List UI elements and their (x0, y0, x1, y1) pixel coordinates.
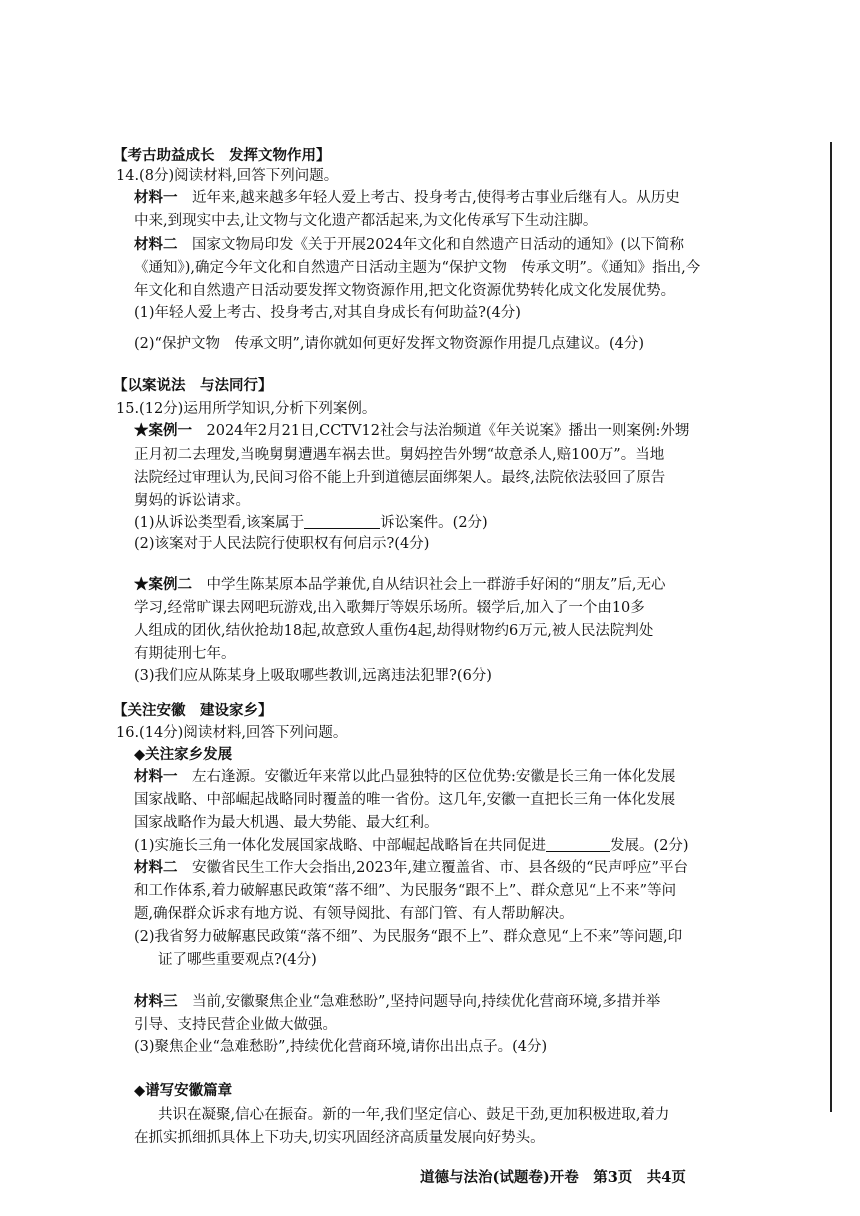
q16-material-1-line-2: 国家战略、中部崛起战略同时覆盖的唯一省份。这几年,安徽一直把长三角一体化发展 (134, 792, 676, 808)
case-label: ★案例一 (134, 422, 192, 439)
q14-material-2-line-3: 年文化和自然遗产日活动要发挥文物资源作用,把文化资源优势转化成文化发展优势。 (134, 283, 676, 299)
q15-case-2-line-1 (134, 575, 666, 595)
case-label: ★案例二 (134, 576, 192, 593)
q15-case-1-line-2: 正月初二去理发,当晚舅舅遭遇车祸去世。舅妈控告外甥“故意杀人,赔100万”。当地 (134, 447, 665, 463)
q16-material-2-line-3: 题,确保群众诉求有地方说、有领导阅批、有部门管、有人帮助解决。 (134, 906, 574, 922)
q14-material-1-line-1 (134, 188, 680, 208)
q15-question-2: (2)该案对于人民法院行使职权有何启示?(4分) (134, 536, 430, 552)
q16-material-2-line-1 (134, 858, 688, 878)
material-label: 材料一 (134, 768, 178, 785)
question-text: 发展。(2分) (610, 838, 689, 854)
q16-material-2-line-2: 和工作体系,着力破解惠民政策“落不细”、为民服务“跟不上”、群众意见“上不来”等问 (134, 883, 677, 899)
material-text: 当前,安徽聚焦企业“急难愁盼”,坚持问题导向,持续优化营商环境,多措并举 (177, 994, 661, 1010)
question-text: (1)从诉讼类型看,该案属于 (134, 515, 305, 531)
answer-blank[interactable] (546, 837, 610, 852)
answer-blank[interactable] (304, 514, 380, 529)
material-text: 近年来,越来越多年轻人爱上考古、投身考古,使得考古事业后继有人。从历史 (177, 190, 680, 206)
q16-material-3-line-1 (134, 992, 660, 1012)
q15-case-1-line-4: 舅妈的诉讼请求。 (134, 493, 250, 509)
q16-question-1 (134, 836, 689, 856)
q15-question-3: (3)我们应从陈某身上吸取哪些教训,远离违法犯罪?(6分) (134, 668, 492, 684)
q16-question-2-line-1: (2)我省努力破解惠民政策“落不细”、为民服务“跟不上”、群众意见“上不来”等问题,印 (134, 929, 683, 945)
material-text: 左右逢源。安徽近年来常以此凸显独特的区位优势:安徽是长三角一体化发展 (177, 769, 676, 785)
page-footer: 道德与法治(试题卷)开卷 第3页 共4页 (420, 1169, 686, 1186)
q15-question-1 (134, 513, 488, 533)
q14-material-2-line-2: 《通知》),确定今年文化和自然遗产日活动主题为“保护文物 传承文明”。《通知》指出,今 (134, 260, 701, 276)
material-label: 材料三 (134, 993, 178, 1010)
q14-question-2: (2)“保护文物 传承文明”,请你就如何更好发挥文物资源作用提几点建议。(4分) (134, 336, 645, 352)
right-margin-rule (830, 142, 832, 1112)
q14-material-1-line-2: 中来,到现实中去,让文物与文化遗产都活起来,为文化传承写下生动注脚。 (134, 213, 598, 229)
q16-closing-line-2: 在抓实抓细抓具体上下功夫,切实巩固经济高质量发展向好势头。 (134, 1130, 545, 1146)
case-text: 2024年2月21日,CCTV12社会与法治频道《年关说案》播出一则案例:外甥 (192, 423, 690, 439)
section-title-anhui: 【关注安徽 建设家乡】 (113, 702, 273, 719)
material-text: 国家文物局印发《关于开展2024年文化和自然遗产日活动的通知》(以下简称 (177, 237, 685, 253)
question-text: 诉讼案件。(2分) (380, 515, 488, 531)
q15-case-2-line-3: 人组成的团伙,结伙抢劫18起,故意致人重伤4起,劫得财物约6万元,被人民法院判处 (134, 623, 654, 639)
q16-subheading-chapter: ◆谱写安徽篇章 (134, 1082, 233, 1099)
q16-subheading-hometown: ◆关注家乡发展 (134, 746, 233, 763)
q16-material-1-line-1 (134, 767, 675, 787)
q16-material-3-line-2: 引导、支持民营企业做大做强。 (134, 1017, 337, 1033)
q16-stem: 16.(14分)阅读材料,回答下列问题。 (116, 725, 348, 741)
q15-stem: 15.(12分)运用所学知识,分析下列案例。 (116, 401, 377, 417)
section-title-archaeology: 【考古助益成长 发挥文物作用】 (113, 147, 331, 164)
material-label: 材料二 (134, 859, 178, 876)
question-text: (1)实施长三角一体化发展国家战略、中部崛起战略旨在共同促进 (134, 838, 547, 854)
material-label: 材料二 (134, 236, 178, 253)
q14-material-2-line-1 (134, 235, 684, 255)
case-text: 中学生陈某原本品学兼优,自从结识社会上一群游手好闲的“朋友”后,无心 (192, 577, 666, 593)
q14-stem: 14.(8分)阅读材料,回答下列问题。 (116, 168, 339, 184)
q16-closing-line-1: 共识在凝聚,信心在振奋。新的一年,我们坚定信心、鼓足干劲,更加积极进取,着力 (158, 1107, 670, 1123)
material-text: 安徽省民生工作大会指出,2023年,建立覆盖省、市、县各级的“民声呼应”平台 (177, 860, 688, 876)
material-label: 材料一 (134, 189, 178, 206)
q14-question-1: (1)年轻人爱上考古、投身考古,对其自身成长有何助益?(4分) (134, 305, 521, 321)
q15-case-2-line-2: 学习,经常旷课去网吧玩游戏,出入歌舞厅等娱乐场所。辍学后,加入了一个由10多 (134, 600, 645, 616)
q16-question-3: (3)聚焦企业“急难愁盼”,持续优化营商环境,请你出出点子。(4分) (134, 1039, 548, 1055)
q16-material-1-line-3: 国家战略作为最大机遇、最大势能、最大红利。 (134, 815, 439, 831)
section-title-law: 【以案说法 与法同行】 (113, 377, 273, 394)
q15-case-1-line-3: 法院经过审理认为,民间习俗不能上升到道德层面绑架人。最终,法院依法驳回了原告 (134, 470, 666, 486)
q16-question-2-line-2: 证了哪些重要观点?(4分) (158, 952, 317, 968)
q15-case-1-line-1 (134, 421, 689, 441)
q15-case-2-line-4: 有期徒刑七年。 (134, 646, 236, 662)
